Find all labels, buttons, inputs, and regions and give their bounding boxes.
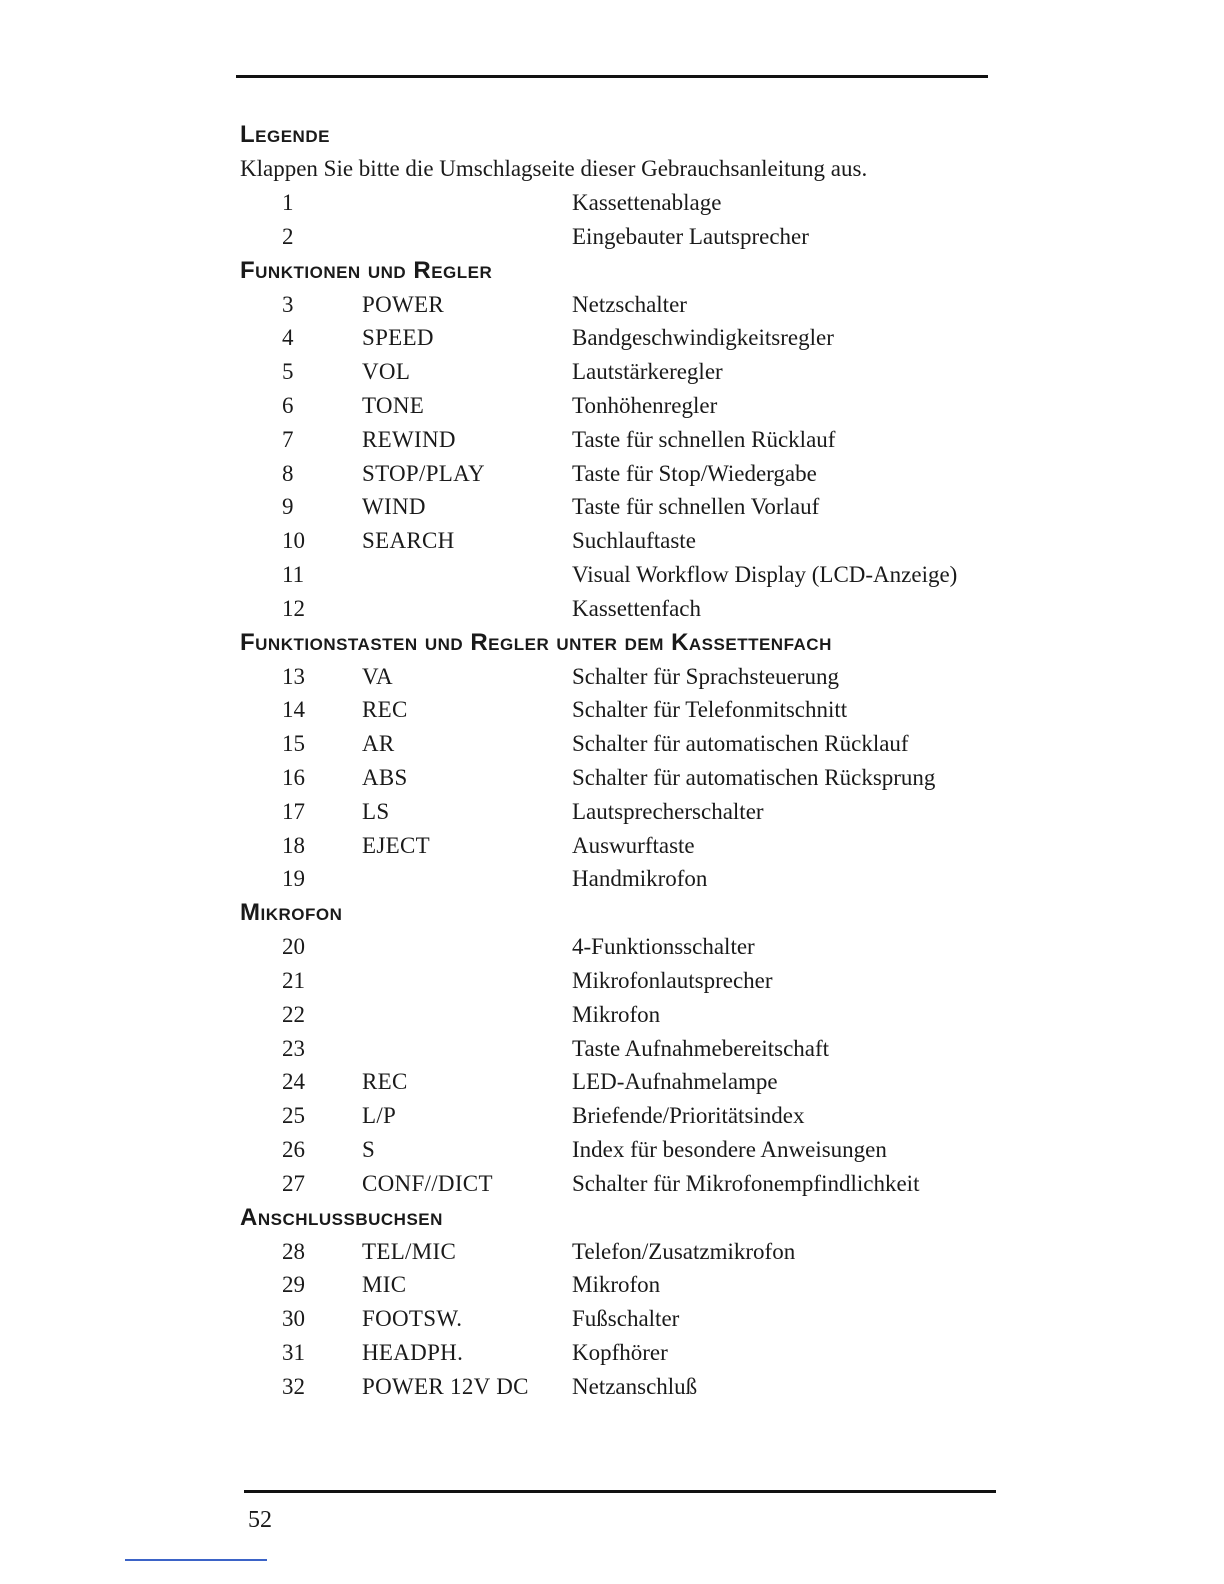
item-number: 9	[282, 494, 294, 520]
item-description: Lautsprecherschalter	[572, 798, 764, 824]
item-number: 27	[282, 1170, 305, 1196]
item-key: LS	[362, 798, 390, 824]
item-number: 3	[282, 291, 294, 317]
item-number: 23	[282, 1035, 305, 1061]
item-key: EJECT	[362, 832, 430, 858]
item-description: Mikrofonlautsprecher	[572, 967, 773, 993]
item-description: Kassettenfach	[572, 595, 701, 621]
legend-row	[240, 1302, 1000, 1336]
item-key: WIND	[362, 494, 426, 520]
legend-row	[240, 1235, 1000, 1269]
item-description: Kassettenablage	[572, 190, 722, 215]
legend-row	[240, 795, 1000, 829]
legend-row	[240, 1370, 1000, 1404]
item-number: 26	[282, 1136, 305, 1162]
item-description: Visual Workflow Display (LCD-Anzeige)	[572, 561, 958, 587]
section-funktionen-und-regler	[240, 254, 1000, 626]
item-description: LED-Aufnahmelampe	[572, 1069, 778, 1095]
item-number: 4	[282, 325, 294, 351]
item-description: Telefon/Zusatzmikrofon	[572, 1238, 796, 1264]
item-key	[362, 186, 572, 220]
item-key	[362, 220, 572, 254]
item-description: Kopfhörer	[572, 1339, 668, 1365]
legend-row	[240, 1133, 1000, 1167]
section-funktionstasten	[240, 626, 1000, 897]
item-number: 5	[282, 359, 294, 385]
legend-row	[240, 1167, 1000, 1201]
section-legende	[240, 118, 1000, 254]
item-description: Tonhöhenregler	[572, 392, 718, 418]
item-key: SEARCH	[362, 528, 455, 554]
item-number: 25	[282, 1103, 305, 1129]
item-number: 7	[282, 426, 294, 452]
legend-row	[240, 1268, 1000, 1302]
item-description: Schalter für Mikrofonempfindlichkeit	[572, 1170, 920, 1196]
item-description: Bandgeschwindigkeitsregler	[572, 325, 834, 351]
item-number: 6	[282, 392, 294, 418]
item-key: SPEED	[362, 325, 434, 351]
item-number: 29	[282, 1272, 305, 1298]
item-description: Fußschalter	[572, 1306, 680, 1332]
item-number: 21	[282, 967, 305, 993]
item-key: POWER	[362, 291, 444, 317]
item-key: S	[362, 1136, 376, 1162]
legend-row	[240, 1032, 1000, 1066]
item-description: Auswurftaste	[572, 832, 695, 858]
top-rule	[236, 75, 988, 78]
item-key: REC	[362, 697, 408, 723]
item-number: 2	[282, 223, 294, 249]
item-description: Handmikrofon	[572, 866, 708, 892]
item-key: AR	[362, 731, 395, 757]
item-description: Schalter für Sprachsteuerung	[572, 663, 839, 689]
item-number: 24	[282, 1069, 305, 1095]
legend-row	[240, 964, 1000, 998]
legend-row	[240, 660, 1000, 694]
legend-row	[240, 220, 1000, 254]
legend-row	[240, 389, 1000, 423]
intro-text: Klappen Sie bitte die Umschlagseite dieser Gebrauchsanleitung aus.	[240, 156, 868, 181]
item-number: 12	[282, 595, 305, 621]
legend-row	[240, 862, 1000, 896]
item-key: TEL/MIC	[362, 1238, 457, 1264]
legend-row	[240, 186, 1000, 220]
item-key	[362, 930, 572, 964]
item-key: CONF//DICT	[362, 1170, 493, 1196]
section-mikrofon	[240, 896, 1000, 1200]
section-heading: Funktionen und Regler	[240, 256, 493, 284]
item-number: 19	[282, 866, 305, 892]
item-description: Netzschalter	[572, 291, 687, 317]
item-number: 31	[282, 1339, 305, 1365]
section-heading: Mikrofon	[240, 899, 343, 927]
item-key: STOP/PLAY	[362, 460, 485, 486]
item-number: 28	[282, 1238, 305, 1264]
legend-row	[240, 524, 1000, 558]
legend-row	[240, 355, 1000, 389]
item-key: POWER 12V DC	[362, 1373, 529, 1399]
legend-row	[240, 1099, 1000, 1133]
legend-row	[240, 829, 1000, 863]
item-description: Taste für schnellen Rücklauf	[572, 426, 836, 452]
section-anschlussbuchsen	[240, 1201, 1000, 1404]
item-key: HEADPH.	[362, 1339, 464, 1365]
section-heading: Funktionstasten und Regler unter dem Kassettenfach	[240, 628, 832, 656]
item-description: Lautstärkeregler	[572, 359, 723, 385]
item-number: 15	[282, 731, 305, 757]
legend-row	[240, 1065, 1000, 1099]
legend-row	[240, 1336, 1000, 1370]
bottom-rule	[244, 1490, 996, 1493]
legend-row	[240, 761, 1000, 795]
legend-row	[240, 423, 1000, 457]
item-key: VA	[362, 663, 393, 689]
item-description: 4-Funktionsschalter	[572, 934, 755, 960]
item-key	[362, 558, 572, 592]
item-key: ABS	[362, 764, 408, 790]
item-number: 17	[282, 798, 305, 824]
legend-row	[240, 558, 1000, 592]
item-key	[362, 862, 572, 896]
item-description: Schalter für automatischen Rücklauf	[572, 731, 909, 757]
item-key: REWIND	[362, 426, 456, 452]
legend-content	[240, 118, 1000, 1404]
item-number: 13	[282, 663, 305, 689]
legend-row	[240, 930, 1000, 964]
item-key: L/P	[362, 1103, 397, 1129]
item-key: VOL	[362, 359, 411, 385]
legend-row	[240, 490, 1000, 524]
item-description: Mikrofon	[572, 1272, 661, 1298]
item-description: Eingebauter Lautsprecher	[572, 223, 809, 249]
item-description: Mikrofon	[572, 1001, 661, 1027]
item-number: 10	[282, 528, 305, 554]
item-description: Index für besondere Anweisungen	[572, 1136, 887, 1162]
item-number: 14	[282, 697, 305, 723]
item-number: 11	[282, 561, 305, 587]
legend-row	[240, 998, 1000, 1032]
item-key	[362, 964, 572, 998]
item-number: 20	[282, 934, 305, 960]
item-number: 30	[282, 1306, 305, 1332]
item-key	[362, 592, 572, 626]
legend-row	[240, 457, 1000, 491]
item-key: TONE	[362, 392, 425, 418]
legend-row	[240, 592, 1000, 626]
item-description: Briefende/Prioritätsindex	[572, 1103, 805, 1129]
item-number: 1	[282, 190, 294, 215]
item-number: 32	[282, 1373, 305, 1399]
item-description: Suchlauftaste	[572, 528, 696, 554]
item-number: 8	[282, 460, 294, 486]
page-number: 52	[248, 1507, 272, 1533]
item-description: Taste für schnellen Vorlauf	[572, 494, 820, 520]
legend-row	[240, 288, 1000, 322]
item-number: 16	[282, 764, 305, 790]
footer-line	[125, 1559, 267, 1561]
item-description: Schalter für Telefonmitschnitt	[572, 697, 848, 723]
item-description: Taste für Stop/Wiedergabe	[572, 460, 817, 486]
item-key	[362, 1032, 572, 1066]
item-description: Schalter für automatischen Rücksprung	[572, 764, 936, 790]
legend-row	[240, 693, 1000, 727]
item-key: MIC	[362, 1272, 407, 1298]
item-number: 22	[282, 1001, 305, 1027]
section-heading: Legende	[240, 121, 330, 148]
item-number: 18	[282, 832, 305, 858]
legend-row	[240, 727, 1000, 761]
item-description: Netzanschluß	[572, 1373, 698, 1399]
section-heading: Anschlussbuchsen	[240, 1203, 443, 1231]
item-key	[362, 998, 572, 1032]
legend-row	[240, 321, 1000, 355]
item-key: FOOTSW.	[362, 1306, 463, 1332]
item-key: REC	[362, 1069, 408, 1095]
item-description: Taste Aufnahmebereitschaft	[572, 1035, 830, 1061]
